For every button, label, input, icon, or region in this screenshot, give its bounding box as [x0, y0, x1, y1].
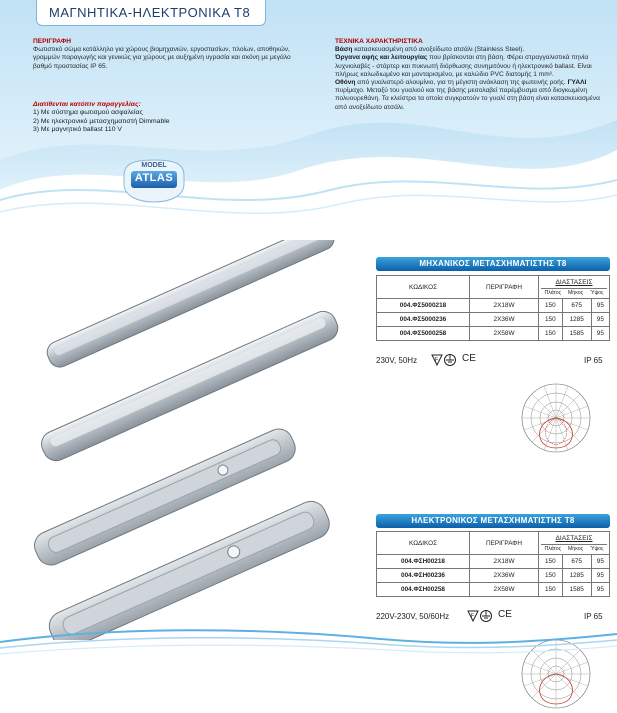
- description-text: Φωτιστικό σώμα κατάλληλο για χώρους βιομηχανιών, εργοστασίων, πλοίων, αποθηκών, γραμμών παραγωγής και γενικώς για χώρους με αυξημένη υγρασία και σκόνη με μεγάλο βαθμό προστασίας IP 65.: [33, 46, 291, 70]
- length-value: 1585: [562, 583, 591, 597]
- height-value: 95: [591, 583, 609, 597]
- product-code: 004.ΦΣ5000258: [377, 327, 470, 341]
- tech-label: ΓΥΑΛΙ: [567, 79, 587, 87]
- table-row: [377, 555, 610, 569]
- magnetic-spec-table: [376, 275, 610, 341]
- length-value: 1285: [562, 569, 591, 583]
- tech-text: πυρίμαχο. Μεταξύ του γυαλιού και της βάσης μεσολαβεί παρέμβυσμα από διογκωμένη πολυουρεθάνη. Τα κλείστρα τα οποία συγκρατούν το γυαλί στη βάση είναι κατασκευασμένα από ανοξείδωτο ατσάλι.: [335, 87, 600, 111]
- electronic-section-title: ΗΛΕΚΤΡΟΝΙΚΟΣ ΜΕΤΑΣΧΗΜΑΤΙΣΤΗΣ T8: [376, 514, 610, 528]
- ce-mark: CE: [498, 609, 512, 620]
- product-description: 2X36W: [470, 569, 539, 583]
- table-row: [377, 299, 610, 313]
- product-description: 2X36W: [470, 313, 539, 327]
- tech-text: από γυαλιστερό αλουμίνιο, για τη μέγιστη ανάκλαση της φωτεινής ροής.: [355, 79, 568, 87]
- magnetic-voltage: 230V, 50Hz: [376, 356, 418, 365]
- width-value: 150: [539, 555, 563, 569]
- height-label: Ύψος: [590, 545, 604, 552]
- order-item: 1) Με σύστημα φωτισμού ασφαλείας: [33, 109, 143, 117]
- height-value: 95: [591, 313, 609, 327]
- technical-block: [335, 38, 611, 112]
- technical-heading: ΤΕΧΝΙΚΑ ΧΑΡΑΚΤΗΡΙΣΤΙΚΑ: [335, 38, 423, 45]
- product-description: 2X58W: [470, 583, 539, 597]
- column-header-code: ΚΩΔΙΚΟΣ: [377, 276, 470, 299]
- width-value: 150: [539, 583, 563, 597]
- order-item: 2) Με ηλεκτρονικό μετασχηματιστή Dimmable: [33, 117, 170, 125]
- product-code: 004.ΦΣΗ00218: [377, 555, 470, 569]
- product-description: 2X58W: [470, 327, 539, 341]
- table-row: [377, 327, 610, 341]
- order-heading: Διατίθενται κατόπιν παραγγελίας:: [33, 101, 141, 108]
- height-label: Ύψος: [590, 289, 604, 296]
- length-value: 1285: [562, 313, 591, 327]
- model-badge: [118, 158, 190, 204]
- tech-text: κατασκευασμένη από ανοξείδωτο ατσάλι (Stainless Steel).: [352, 46, 525, 54]
- magnetic-section-title: ΜΗΧΑΝΙΚΟΣ ΜΕΤΑΣΧΗΜΑΤΙΣΤΗΣ T8: [376, 257, 610, 271]
- width-label: Πλάτος: [544, 289, 562, 296]
- order-options: [33, 101, 170, 135]
- column-header-dimensions: [539, 276, 610, 299]
- dimensions-label: ΔΙΑΣΤΑΣΕΙΣ: [555, 534, 593, 542]
- column-header-description: ΠΕΡΙΓΡΑΦΗ: [470, 276, 539, 299]
- svg-text:F: F: [435, 357, 439, 363]
- width-value: 150: [539, 299, 563, 313]
- product-code: 004.ΦΣΗ00236: [377, 569, 470, 583]
- length-value: 675: [562, 299, 591, 313]
- luminaire-product-image: [28, 240, 358, 640]
- product-code: 004.ΦΣΗ00258: [377, 583, 470, 597]
- width-value: 150: [539, 313, 563, 327]
- product-code: 004.ΦΣ5000218: [377, 299, 470, 313]
- width-value: 150: [539, 569, 563, 583]
- tech-text: που βρίσκονται στη βάση. Φέρει στραγγαλιστικά πηνία λυχνιολαβές - στάρτερ και πυκνωτή διόρθωσης συνημιτόνου ή ηλεκτρονικό ballast. Είναι πλήρως καλωδιωμένο και μονταρισμένο, με καλώδιο PVC διατομής 1 mm².: [335, 54, 592, 78]
- product-description: 2X18W: [470, 299, 539, 313]
- electronic-ip-rating: IP 65: [584, 612, 603, 621]
- width-value: 150: [539, 327, 563, 341]
- product-code: 004.ΦΣ5000236: [377, 313, 470, 327]
- page-title-bar: [36, 0, 266, 26]
- height-value: 95: [591, 299, 609, 313]
- badge-label: MODEL: [141, 162, 167, 169]
- tech-label: Οθόνη: [335, 79, 356, 87]
- width-label: Πλάτος: [544, 545, 562, 552]
- magnetic-polar-diagram: [512, 380, 600, 456]
- length-label: Μήκος: [567, 545, 584, 552]
- electronic-spec-table: [376, 531, 610, 597]
- height-value: 95: [591, 569, 609, 583]
- length-label: Μήκος: [567, 289, 584, 296]
- product-description: 2X18W: [470, 555, 539, 569]
- magnetic-ip-rating: IP 65: [584, 356, 603, 365]
- height-value: 95: [591, 327, 609, 341]
- description-block: [33, 38, 303, 71]
- tech-label: Όργανα αφής και λειτουργίας: [335, 54, 428, 62]
- table-row: [377, 313, 610, 327]
- length-value: 1585: [562, 327, 591, 341]
- height-value: 95: [591, 555, 609, 569]
- dimensions-label: ΔΙΑΣΤΑΣΕΙΣ: [555, 278, 593, 286]
- order-item: 3) Με μαγνητικό ballast 110 V: [33, 126, 122, 134]
- ce-mark: CE: [462, 353, 476, 364]
- column-header-code: ΚΩΔΙΚΟΣ: [377, 532, 470, 555]
- svg-text:F: F: [471, 613, 475, 619]
- badge-model-name: ATLAS: [134, 172, 174, 184]
- tech-label: Βάση: [335, 46, 353, 54]
- safety-class-icon: [431, 353, 459, 367]
- column-header-dimensions: [539, 532, 610, 555]
- description-heading: ΠΕΡΙΓΡΑΦΗ: [33, 38, 72, 45]
- column-header-description: ΠΕΡΙΓΡΑΦΗ: [470, 532, 539, 555]
- page-title: ΜΑΓΝΗΤΙΚΑ-ΗΛΕΚΤΡΟΝΙΚΑ T8: [49, 5, 251, 20]
- table-row: [377, 569, 610, 583]
- technical-text: [335, 46, 611, 112]
- length-value: 675: [562, 555, 591, 569]
- table-row: [377, 583, 610, 597]
- bottom-wave-decoration: [0, 620, 617, 660]
- electronic-voltage: 220V-230V, 50/60Hz: [376, 612, 450, 621]
